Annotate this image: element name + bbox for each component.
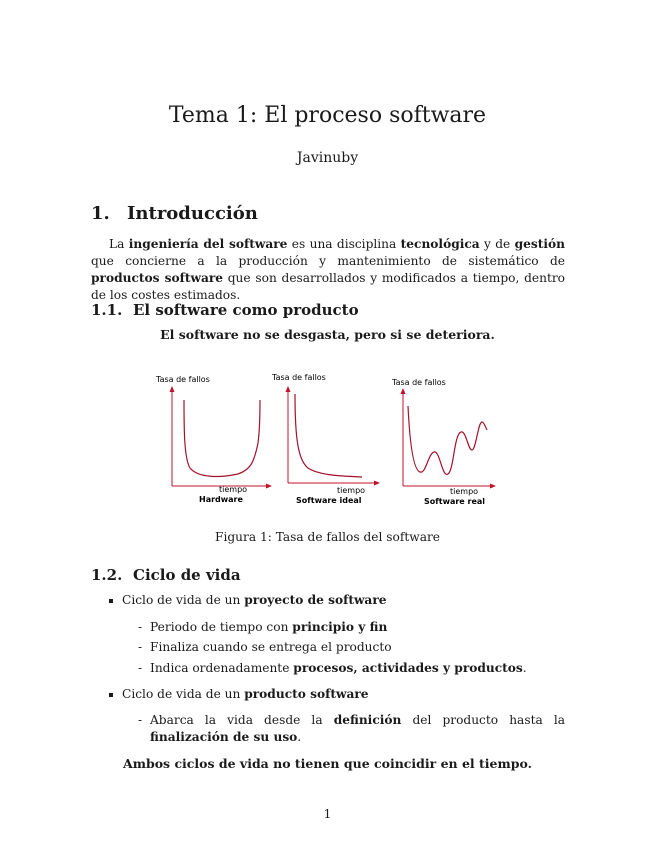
- panel-xlabel: tiempo: [219, 485, 248, 494]
- section-heading-introduccion: [91, 203, 258, 224]
- sub-list-item: [138, 660, 527, 677]
- bold-term: principio y fin: [292, 620, 388, 634]
- dash-marker: -: [138, 640, 143, 654]
- text-run: Finaliza cuando se entrega el producto: [150, 640, 392, 654]
- failure-rate-figure: [150, 368, 510, 510]
- figure-caption: Figura 1: Tasa de fallos del software: [215, 530, 440, 544]
- sub-list-item: [138, 619, 388, 636]
- text-run: que son desarrollados y modificados a tiempo, dentro de los costes estimados.: [91, 271, 566, 302]
- section-title: Introducción: [127, 203, 258, 224]
- text-run: Periodo de tiempo con: [150, 620, 293, 634]
- bold-term: producto software: [244, 687, 369, 701]
- y-axis-arrow: [286, 386, 291, 392]
- bathtub-curve: [184, 400, 260, 476]
- text-run: es una disciplina: [287, 237, 401, 251]
- subsection-heading-software-producto: [91, 301, 359, 319]
- decay-curve: [295, 394, 362, 477]
- software-statement: El software no se desgasta, pero si se deteriora.: [160, 327, 495, 342]
- subsection-title: El software como producto: [133, 301, 359, 319]
- bold-term: tecnológica: [400, 237, 480, 251]
- dash-marker: -: [138, 620, 143, 634]
- panel-ylabel: Tasa de fallos: [272, 373, 326, 382]
- x-axis-arrow: [490, 484, 496, 489]
- panel-name: Software real: [424, 497, 486, 506]
- bold-term: procesos, actividades y productos: [293, 661, 523, 675]
- dash-marker: -: [138, 713, 143, 727]
- section-number: 1.: [91, 203, 110, 224]
- text-run: que concierne a la producción y mantenimiento de sistemático de: [91, 254, 565, 268]
- conclusion-statement: Ambos ciclos de vida no tienen que coincidir en el tiempo.: [123, 756, 532, 771]
- bold-term: gestión: [514, 237, 565, 251]
- bold-term: proyecto de software: [244, 593, 387, 607]
- text-run: .: [297, 730, 302, 744]
- text-run: Ciclo de vida de un: [122, 687, 245, 701]
- x-axis-arrow: [266, 484, 272, 489]
- y-axis-arrow: [170, 386, 175, 392]
- list-item: [122, 592, 387, 609]
- bullet-icon: [109, 599, 113, 603]
- text-run: y de: [479, 237, 515, 251]
- subsection-number: 1.1.: [91, 301, 123, 319]
- subsection-title: Ciclo de vida: [133, 566, 241, 584]
- text-run: Ciclo de vida de un: [122, 593, 245, 607]
- panel-software-ideal: [271, 373, 380, 505]
- x-axis-arrow: [374, 481, 380, 486]
- panel-xlabel: tiempo: [337, 486, 366, 495]
- document-author: Javinuby: [296, 150, 359, 166]
- list-item: [122, 686, 369, 703]
- text-run: del producto hasta la: [401, 713, 565, 727]
- panel-name: Hardware: [199, 495, 243, 504]
- panel-name: Software ideal: [296, 496, 362, 505]
- sub-list-item: [138, 712, 565, 746]
- panel-ylabel: Tasa de fallos: [392, 378, 446, 387]
- panel-hardware: [155, 375, 272, 504]
- text-run: .: [522, 661, 527, 675]
- sawtooth-curve: [408, 406, 487, 474]
- intro-paragraph: [91, 236, 565, 304]
- panel-xlabel: tiempo: [450, 487, 479, 496]
- subsection-heading-ciclo-vida: [91, 566, 241, 584]
- subsection-number: 1.2.: [91, 566, 123, 584]
- bold-term: finalización de su uso: [150, 730, 298, 744]
- bullet-icon: [109, 693, 113, 697]
- bold-term: productos software: [91, 271, 224, 285]
- panel-ylabel: Tasa de fallos: [156, 375, 210, 384]
- y-axis-arrow: [401, 388, 406, 394]
- page-number: 1: [323, 807, 332, 821]
- sub-list-item: [138, 639, 392, 656]
- dash-marker: -: [138, 661, 143, 675]
- text-run: La: [109, 237, 129, 251]
- text-run: Abarca la vida desde la: [150, 713, 334, 727]
- panel-software-real: [391, 378, 496, 506]
- text-run: Indica ordenadamente: [150, 661, 294, 675]
- bold-term: ingeniería del software: [128, 237, 288, 251]
- document-title: Tema 1: El proceso software: [168, 103, 487, 128]
- bold-term: definición: [333, 713, 402, 727]
